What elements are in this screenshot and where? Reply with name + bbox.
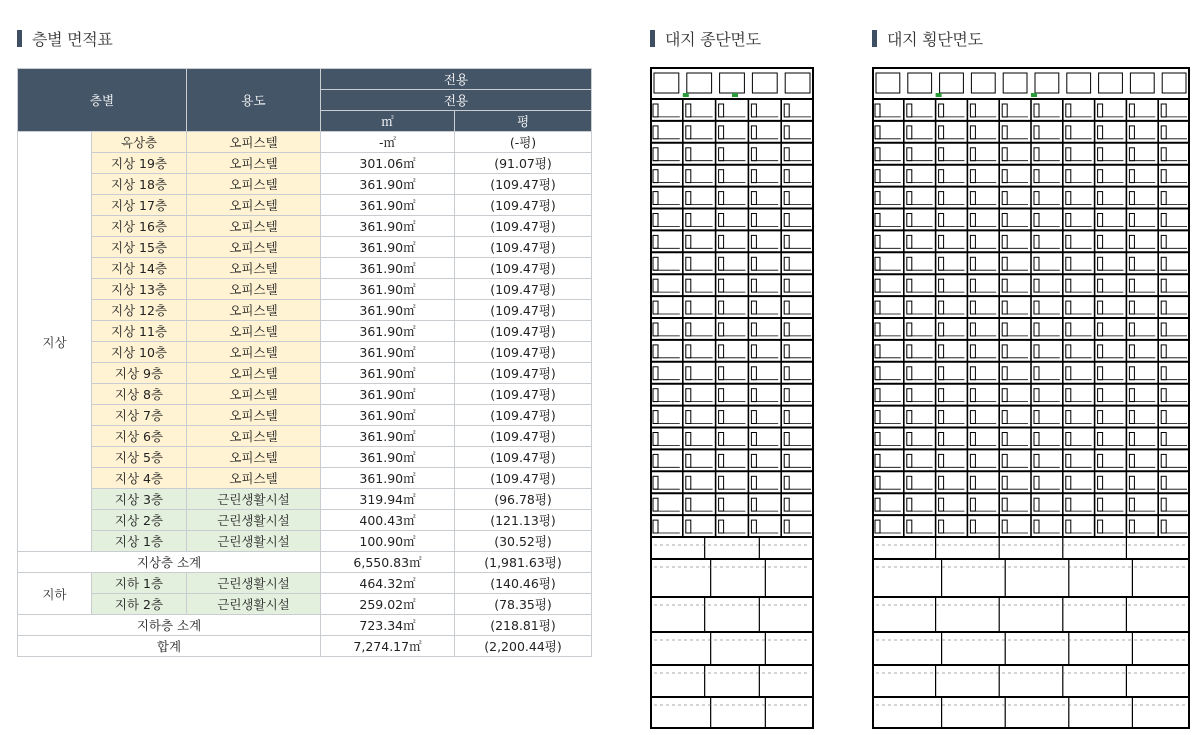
floor-cell: 지상 9층	[92, 363, 187, 384]
long-section-title	[650, 26, 761, 50]
floor-cell: 지상 12층	[92, 300, 187, 321]
area-m2-cell: 400.43㎡	[321, 510, 455, 531]
header-exclusive-1: 전용	[321, 69, 592, 90]
table-row	[18, 132, 592, 153]
subtotal-m2: 6,550.83㎡	[321, 552, 455, 573]
title-bar-marker	[650, 30, 655, 47]
area-py-cell: (96.78평)	[455, 489, 592, 510]
area-m2-cell: 361.90㎡	[321, 321, 455, 342]
use-cell: 오피스텔	[187, 342, 321, 363]
subtotal-py: (218.81평)	[455, 615, 592, 636]
area-m2-cell: 361.90㎡	[321, 216, 455, 237]
area-m2-cell: 319.94㎡	[321, 489, 455, 510]
use-cell: 근린생활시설	[187, 510, 321, 531]
table-row	[18, 237, 592, 258]
table-row	[18, 405, 592, 426]
area-py-cell: (109.47평)	[455, 279, 592, 300]
area-py-cell: (-평)	[455, 132, 592, 153]
table-row	[18, 489, 592, 510]
floor-cell: 지상 4층	[92, 468, 187, 489]
total-label: 합계	[18, 636, 321, 657]
header-floor: 층별	[18, 69, 187, 132]
area-py-cell: (109.47평)	[455, 174, 592, 195]
area-m2-cell: 361.90㎡	[321, 384, 455, 405]
floor-cell: 지상 2층	[92, 510, 187, 531]
subtotal-label: 지하층 소계	[18, 615, 321, 636]
table-row	[18, 363, 592, 384]
floor-area-table	[17, 68, 592, 657]
use-cell: 근린생활시설	[187, 594, 321, 615]
floor-cell: 지하 1층	[92, 573, 187, 594]
area-py-cell: (109.47평)	[455, 426, 592, 447]
floor-cell: 지상 19층	[92, 153, 187, 174]
table-row	[18, 426, 592, 447]
area-py-cell: (140.46평)	[455, 573, 592, 594]
area-py-cell: (109.47평)	[455, 405, 592, 426]
total-m2: 7,274.17㎡	[321, 636, 455, 657]
use-cell: 오피스텔	[187, 363, 321, 384]
cross-section-svg	[872, 67, 1190, 729]
use-cell: 오피스텔	[187, 195, 321, 216]
subtotal-label: 지상층 소계	[18, 552, 321, 573]
area-m2-cell: 259.02㎡	[321, 594, 455, 615]
floor-cell: 옥상층	[92, 132, 187, 153]
area-py-cell: (91.07평)	[455, 153, 592, 174]
table-row	[18, 384, 592, 405]
use-cell: 근린생활시설	[187, 531, 321, 552]
table-row	[18, 174, 592, 195]
floor-cell: 지상 3층	[92, 489, 187, 510]
use-cell: 오피스텔	[187, 216, 321, 237]
floor-cell: 지상 11층	[92, 321, 187, 342]
area-py-cell: (30.52평)	[455, 531, 592, 552]
area-m2-cell: -㎡	[321, 132, 455, 153]
area-py-cell: (109.47평)	[455, 300, 592, 321]
use-cell: 오피스텔	[187, 447, 321, 468]
use-cell: 오피스텔	[187, 405, 321, 426]
use-cell: 오피스텔	[187, 300, 321, 321]
floor-cell: 지상 6층	[92, 426, 187, 447]
subtotal-py: (1,981.63평)	[455, 552, 592, 573]
area-py-cell: (78.35평)	[455, 594, 592, 615]
table-row	[18, 279, 592, 300]
table-title: 층별 면적표	[32, 29, 113, 49]
area-m2-cell: 361.90㎡	[321, 237, 455, 258]
cross-section-drawing	[872, 67, 1190, 729]
title-bar-marker	[17, 30, 22, 47]
title-bar-marker	[872, 30, 877, 47]
use-cell: 오피스텔	[187, 384, 321, 405]
use-cell: 오피스텔	[187, 237, 321, 258]
area-m2-cell: 361.90㎡	[321, 300, 455, 321]
cross-section-title-text: 대지 횡단면도	[887, 29, 983, 49]
use-cell: 오피스텔	[187, 468, 321, 489]
table-row	[18, 531, 592, 552]
area-py-cell: (109.47평)	[455, 195, 592, 216]
floor-cell: 지상 7층	[92, 405, 187, 426]
area-m2-cell: 361.90㎡	[321, 258, 455, 279]
subtotal-row-above	[18, 552, 592, 573]
area-py-cell: (109.47평)	[455, 363, 592, 384]
area-py-cell: (109.47평)	[455, 468, 592, 489]
area-py-cell: (109.47평)	[455, 258, 592, 279]
table-section-title	[17, 26, 113, 50]
use-cell: 오피스텔	[187, 153, 321, 174]
use-cell: 오피스텔	[187, 279, 321, 300]
area-m2-cell: 301.06㎡	[321, 153, 455, 174]
floor-cell: 지상 10층	[92, 342, 187, 363]
cross-section-title	[872, 26, 983, 50]
header-exclusive-2: 전용	[321, 90, 592, 111]
group-label-above: 지상	[18, 132, 92, 552]
area-m2-cell: 361.90㎡	[321, 405, 455, 426]
table-row	[18, 510, 592, 531]
floor-cell: 지상 13층	[92, 279, 187, 300]
area-py-cell: (109.47평)	[455, 216, 592, 237]
subtotal-m2: 723.34㎡	[321, 615, 455, 636]
area-py-cell: (109.47평)	[455, 321, 592, 342]
total-row	[18, 636, 592, 657]
floor-cell: 지상 1층	[92, 531, 187, 552]
longitudinal-section-svg	[650, 67, 814, 729]
use-cell: 오피스텔	[187, 426, 321, 447]
use-cell: 오피스텔	[187, 132, 321, 153]
table-body	[18, 132, 592, 657]
table-row	[18, 258, 592, 279]
floor-cell: 지하 2층	[92, 594, 187, 615]
table-row	[18, 594, 592, 615]
table-row	[18, 573, 592, 594]
table-row	[18, 300, 592, 321]
area-py-cell: (109.47평)	[455, 342, 592, 363]
table-row	[18, 195, 592, 216]
area-m2-cell: 361.90㎡	[321, 195, 455, 216]
table-row	[18, 342, 592, 363]
header-unit-py: 평	[455, 111, 592, 132]
area-m2-cell: 100.90㎡	[321, 531, 455, 552]
area-m2-cell: 361.90㎡	[321, 279, 455, 300]
area-m2-cell: 361.90㎡	[321, 363, 455, 384]
header-unit-m2: ㎡	[321, 111, 455, 132]
area-py-cell: (109.47평)	[455, 384, 592, 405]
area-m2-cell: 464.32㎡	[321, 573, 455, 594]
total-py: (2,200.44평)	[455, 636, 592, 657]
use-cell: 오피스텔	[187, 321, 321, 342]
area-m2-cell: 361.90㎡	[321, 426, 455, 447]
area-m2-cell: 361.90㎡	[321, 447, 455, 468]
area-py-cell: (121.13평)	[455, 510, 592, 531]
floor-cell: 지상 16층	[92, 216, 187, 237]
table-row	[18, 468, 592, 489]
use-cell: 오피스텔	[187, 258, 321, 279]
header-use: 용도	[187, 69, 321, 132]
table-row	[18, 216, 592, 237]
use-cell: 오피스텔	[187, 174, 321, 195]
table-row	[18, 153, 592, 174]
area-m2-cell: 361.90㎡	[321, 468, 455, 489]
subtotal-row-below	[18, 615, 592, 636]
area-py-cell: (109.47평)	[455, 447, 592, 468]
table-row	[18, 321, 592, 342]
group-label-below: 지하	[18, 573, 92, 615]
use-cell: 근린생활시설	[187, 489, 321, 510]
table-row	[18, 447, 592, 468]
area-py-cell: (109.47평)	[455, 237, 592, 258]
floor-cell: 지상 14층	[92, 258, 187, 279]
use-cell: 근린생활시설	[187, 573, 321, 594]
floor-cell: 지상 5층	[92, 447, 187, 468]
area-m2-cell: 361.90㎡	[321, 174, 455, 195]
floor-cell: 지상 17층	[92, 195, 187, 216]
floor-cell: 지상 15층	[92, 237, 187, 258]
floor-cell: 지상 8층	[92, 384, 187, 405]
longitudinal-section-drawing	[650, 67, 814, 729]
long-section-title-text: 대지 종단면도	[665, 29, 761, 49]
area-m2-cell: 361.90㎡	[321, 342, 455, 363]
floor-cell: 지상 18층	[92, 174, 187, 195]
